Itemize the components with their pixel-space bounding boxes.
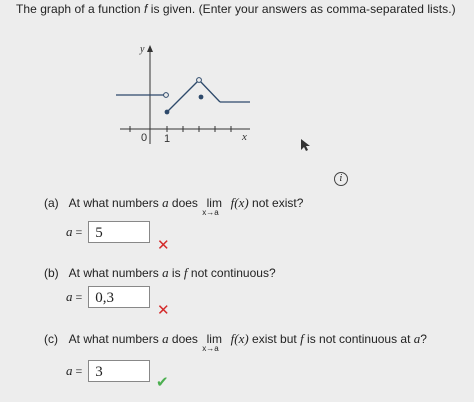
answer-input-a[interactable]: 5 [88, 221, 150, 243]
limit-notation: lim x→a [202, 332, 222, 353]
y-axis-arrow [147, 45, 153, 52]
answer-row-b: a = 0,3 [66, 286, 150, 308]
answer-row-c: a = 3 [66, 360, 150, 382]
rising-segment [167, 80, 199, 112]
mouse-cursor-icon [300, 138, 312, 152]
problem-header: The graph of a function f is given. (Enter your answers as comma-separated lists.) [16, 2, 456, 16]
correct-check-icon-c: ✔ [156, 374, 169, 391]
answer-input-b[interactable]: 0,3 [88, 286, 150, 308]
open-point-peak [197, 78, 202, 83]
answer-input-c[interactable]: 3 [88, 360, 150, 382]
tick-label-1: 1 [164, 133, 171, 145]
function-graph [110, 40, 260, 150]
closed-point-start [165, 110, 170, 115]
origin-label: 0 [141, 132, 148, 144]
incorrect-icon-a: ✕ [157, 237, 170, 254]
info-icon[interactable]: i [334, 172, 348, 186]
limit-notation: lim x→a [202, 196, 222, 217]
question-c: (c) At what numbers a does lim x→a f(x) exist but f is not continuous at a? [44, 331, 427, 353]
question-a: (a) At what numbers a does lim x→a f(x) not exist? [44, 195, 304, 217]
incorrect-icon-b: ✕ [157, 302, 170, 319]
y-axis-label: y [140, 44, 145, 55]
open-point-left [164, 93, 169, 98]
x-axis-label: x [242, 131, 247, 143]
answer-row-a: a = 5 [66, 221, 150, 243]
closed-point-below-peak [199, 95, 204, 100]
question-b: (b) At what numbers a is f not continuous? [44, 265, 276, 280]
